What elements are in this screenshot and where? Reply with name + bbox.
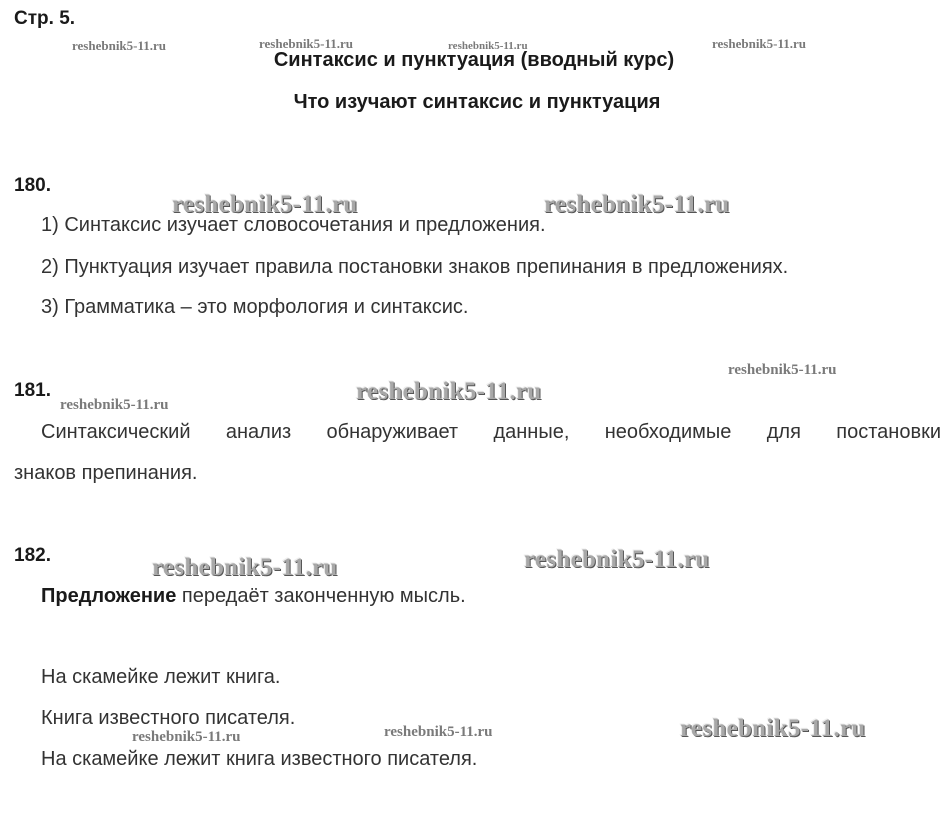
watermark: reshebnik5-11.ru [172, 191, 358, 218]
exercise-number: 181. [14, 380, 51, 401]
watermark: reshebnik5-11.ru [544, 191, 730, 218]
watermark: reshebnik5-11.ru [152, 554, 338, 581]
paragraph-line: Синтаксический анализ обнаруживает данные, необходимые для постановки [41, 421, 941, 443]
example-sentence: На скамейке лежит книга. [41, 666, 281, 688]
watermark: reshebnik5-11.ru [680, 715, 866, 742]
watermark: reshebnik5-11.ru [356, 378, 542, 405]
watermark: reshebnik5-11.ru [72, 38, 167, 53]
watermark: reshebnik5-11.ru [728, 362, 837, 378]
exercise-line: 1) Синтаксис изучает словосочетания и предложения. [41, 214, 546, 236]
exercise-number: 180. [14, 175, 51, 196]
subsection-title: Что изучают синтаксис и пунктуация [293, 91, 661, 113]
definition-text: передаёт законченную мысль. [176, 585, 466, 607]
watermark: reshebnik5-11.ru [60, 397, 169, 413]
paragraph-line: знаков препинания. [14, 462, 198, 484]
watermark: reshebnik5-11.ru [524, 546, 710, 573]
example-sentence: На скамейке лежит книга известного писателя. [41, 748, 478, 770]
watermark: reshebnik5-11.ru [132, 729, 241, 745]
example-sentence: Книга известного писателя. [41, 707, 296, 729]
exercise-line: 3) Грамматика – это морфология и синтаксис. [41, 296, 469, 318]
exercise-number: 182. [14, 545, 51, 566]
watermark: reshebnik5-11.ru [259, 36, 354, 51]
watermark: reshebnik5-11.ru [384, 724, 493, 740]
definition-term: Предложение [41, 585, 177, 607]
exercise-line: 2) Пунктуация изучает правила постановки знаков препинания в предложениях. [41, 256, 789, 278]
watermark: reshebnik5-11.ru [712, 36, 807, 51]
section-title: Синтаксис и пунктуация (вводный курс) [273, 49, 675, 71]
definition-line [41, 585, 466, 608]
watermark: reshebnik5-11.ru [448, 40, 528, 52]
page-number: Стр. 5. [14, 8, 76, 29]
